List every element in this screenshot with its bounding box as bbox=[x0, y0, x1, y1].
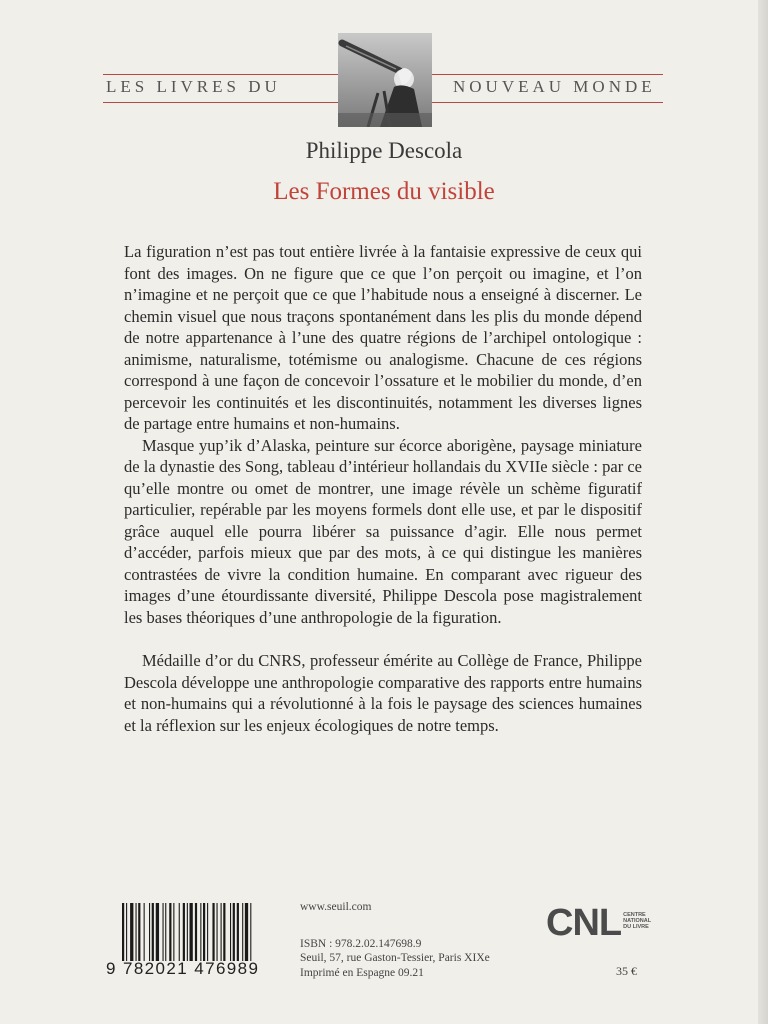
publisher-address: Seuil, 57, rue Gaston-Tessier, Paris XIXe bbox=[300, 952, 490, 964]
barcode-bar bbox=[207, 903, 208, 961]
barcode-bar bbox=[163, 903, 164, 961]
barcode-bar bbox=[212, 903, 214, 961]
series-name-left: LES LIVRES DU bbox=[106, 77, 281, 96]
author-bio-paragraph: Médaille d’or du CNRS, professeur émérite au Collège de France, Philippe Descola développe une anthropologie comparative des rapports entre humains et non-humains qui a révolutionné à la fois le paysage des sciences humaines et la réflexion sur les enjeux écologiques de notre temps. bbox=[124, 651, 642, 735]
barcode-bar bbox=[230, 903, 231, 961]
blurb-paragraph-2: Masque yup’ik d’Alaska, peinture sur écorce aborigène, paysage miniature de la dynastie des Song, tableau d’intérieur hollandais du XVIIe siècle : par ce qu’elle montre ou omet de montrer, une image révèle un schème figuratif particulier, repérable par les moyens formels dont elle use, et par le dispositif grâce auquel elle pourra libérer sa puissance d’agir. Elle nous permet d’accéder, parfois mieux que par des mots, à ce qui distingue les manières contrastées de vivre la condition humaine. En comparant avec rigueur des images d’une étourdissante diversité, Philippe Descola pose magistralement les bases théoriques d’une anthropologie de la figuration. bbox=[124, 435, 642, 627]
barcode-bar bbox=[130, 903, 133, 961]
publisher-website: www.seuil.com bbox=[300, 901, 372, 913]
barcode-digits: 9 782021 476989 bbox=[106, 959, 260, 978]
barcode-bar bbox=[183, 903, 185, 961]
barcode-bar bbox=[190, 903, 193, 961]
barcode-bar bbox=[173, 903, 174, 961]
barcode-bar bbox=[203, 903, 205, 961]
barcode-bars bbox=[122, 903, 294, 961]
barcode-bar bbox=[237, 903, 239, 961]
series-name-right: NOUVEAU MONDE bbox=[453, 77, 656, 96]
cnl-mark: CNL bbox=[546, 901, 622, 944]
barcode-bar bbox=[195, 903, 197, 961]
barcode-bar bbox=[245, 903, 248, 961]
printed-in: Imprimé en Espagne 09.21 bbox=[300, 967, 424, 979]
barcode-bar bbox=[221, 903, 222, 961]
barcode-bar bbox=[122, 903, 124, 961]
book-title: Les Formes du visible bbox=[273, 178, 495, 205]
barcode-bar bbox=[156, 903, 159, 961]
barcode-bar bbox=[200, 903, 201, 961]
barcode-bar bbox=[152, 903, 154, 961]
isbn-number: ISBN : 978.2.02.147698.9 bbox=[300, 938, 422, 950]
barcode-bar bbox=[223, 903, 225, 961]
barcode-bar bbox=[144, 903, 145, 961]
barcode-bar bbox=[179, 903, 180, 961]
barcode-bar bbox=[169, 903, 171, 961]
book-price: 35 € bbox=[616, 964, 637, 978]
barcode-bar bbox=[165, 903, 166, 961]
back-cover-blurb bbox=[124, 241, 642, 736]
barcode-bar bbox=[187, 903, 188, 961]
astronomer-engraving-image bbox=[338, 33, 432, 127]
barcode-bar bbox=[149, 903, 150, 961]
barcode-bar bbox=[136, 903, 137, 961]
barcode-bar bbox=[126, 903, 127, 961]
barcode-bar bbox=[138, 903, 140, 961]
barcode-bar bbox=[233, 903, 235, 961]
book-author: Philippe Descola bbox=[305, 138, 463, 163]
barcode-bar bbox=[217, 903, 218, 961]
cnl-logo bbox=[546, 902, 653, 944]
barcode-bar bbox=[250, 903, 251, 961]
blurb-paragraph-1: La figuration n’est pas tout entière livrée à la fantaisie expressive de ceux qui font des images. On ne figure que ce que l’on perçoit ou imagine, et l’on n’imagine et ne perçoit que ce que l’habitude nous a enseigné à discerner. Le chemin visuel que nous traçons spontanément dans les plis du monde dépend de notre appartenance à l’une des quatre régions de l’archipel ontologique : animisme, naturalisme, totémisme ou analogisme. Chacune de ces régions correspond à une façon de concevoir l’ossature et le mobilier du monde, d’en percevoir les continuités et les discontinuités, notamment les diverses lignes de partage entre humains et non-humains. bbox=[124, 242, 642, 433]
cnl-subtitle: CENTRE NATIONAL DU LIVRE bbox=[623, 912, 652, 930]
isbn-barcode bbox=[106, 903, 296, 983]
barcode-bar bbox=[242, 903, 243, 961]
